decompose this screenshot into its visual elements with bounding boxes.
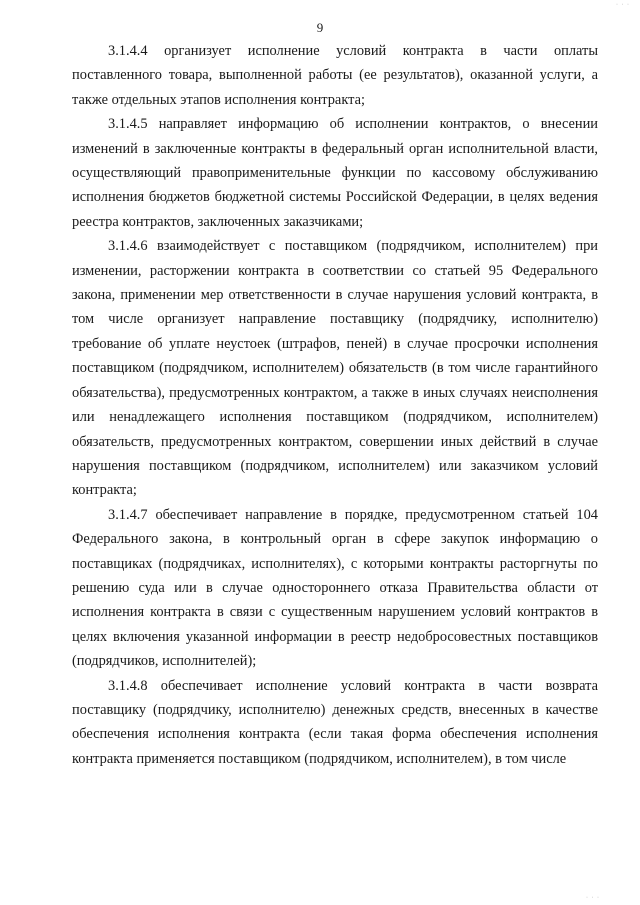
scan-corner-mark-bottom: · · · — [586, 895, 600, 901]
paragraph-3-1-4-7: 3.1.4.7 обеспечивает направление в порядке, предусмотренном статьей 104 Федерального закона, в контрольный орган в сфере закупок информацию о поставщиках (подрядчиках, исполнителях), с которыми контракты расторгнуты по решению суда или в случае одностороннего отказа Правительства области от исполнения контракта в связи с существенным нарушением условий контрактов в целях включения указанной информации в реестр недобросовестных поставщиков (подрядчиков, исполнителей); — [72, 506, 598, 670]
document-body — [72, 39, 598, 771]
paragraph-3-1-4-4: 3.1.4.4 организует исполнение условий контракта в части оплаты поставленного товара, выполненной работы (ее результатов), оказанной услуги, а также отдельных этапов исполнения контракта; — [72, 43, 598, 108]
scan-corner-mark-top: · · · — [616, 2, 630, 8]
paragraph-3-1-4-6: 3.1.4.6 взаимодействует с поставщиком (подрядчиком, исполнителем) при изменении, расторжении контракта в соответствии со статьей 95 Федерального закона, применении мер ответственности в случае нарушения условий контракта, в том числе организует направление поставщику (подрядчику, исполнителю) требование об уплате неустоек (штрафов, пеней) в случае просрочки исполнения поставщиком (подрядчиком, исполнителем) обязательств (в том числе гарантийного обязательства), предусмотренных контрактом, а также в иных случаях неисполнения или ненадлежащего исполнения поставщиком (подрядчиком, исполнителем) обязательств, предусмотренных контрактом, совершении иных действий в случае нарушения поставщиком (подрядчиком, исполнителем) или заказчиком условий контракта; — [72, 238, 598, 499]
page-number: 9 — [316, 20, 324, 35]
paragraph-3-1-4-8: 3.1.4.8 обеспечивает исполнение условий контракта в части возврата поставщику (подрядчику, исполнителю) денежных средств, внесенных в качестве обеспечения исполнения контракта (если такая форма обеспечения исполнения контракта применяется поставщиком (подрядчиком, исполнителем), в том числе — [72, 677, 598, 767]
paragraph-3-1-4-5: 3.1.4.5 направляет информацию об исполнении контрактов, о внесении изменений в заключенные контракты в федеральный орган исполнительной власти, осуществляющий правоприменительные функции по кассовому обслуживанию исполнения бюджетов бюджетной системы Российской Федерации, в целях ведения реестра контрактов, заключенных заказчиками; — [72, 116, 598, 230]
